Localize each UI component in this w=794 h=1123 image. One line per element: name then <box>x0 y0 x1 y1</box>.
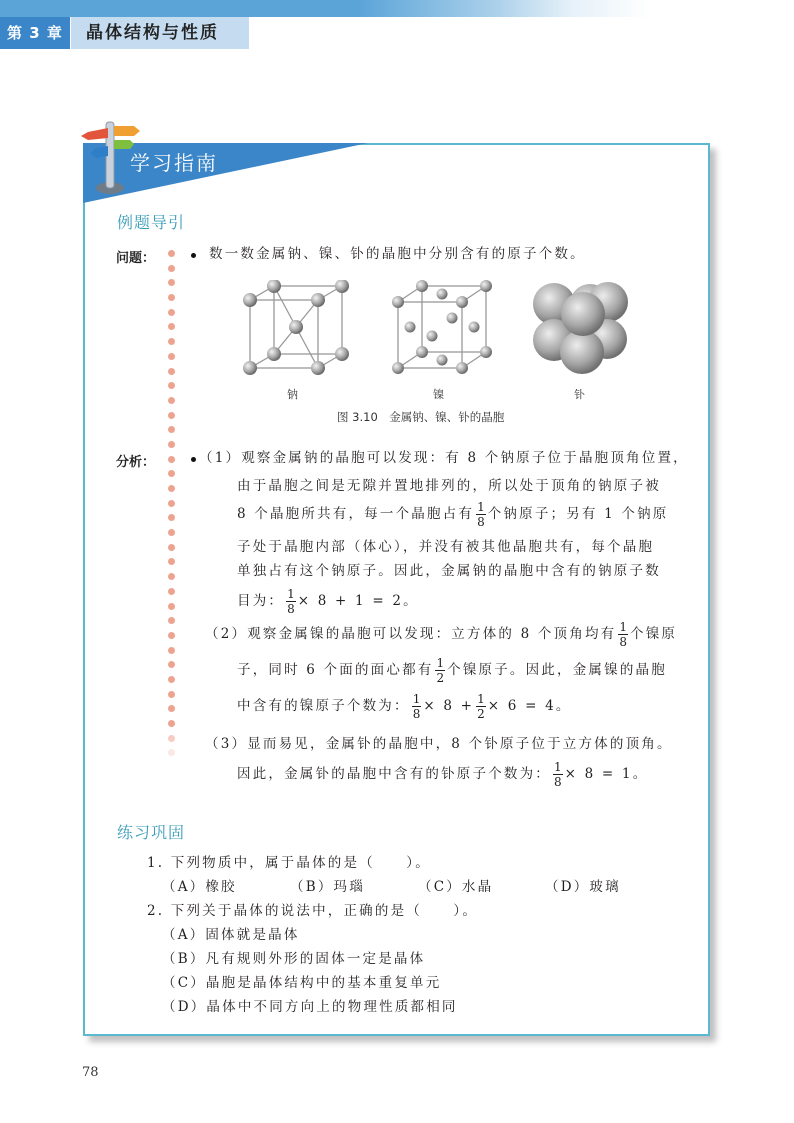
analysis-2-line-1: （2）观察金属镍的晶胞可以发现：立方体的 8 个顶角均有 $\frac{1}{8}$ 个镍原 <box>205 620 678 649</box>
fraction: $\frac{1}{2}$ <box>477 692 485 721</box>
fraction: $\frac{1}{8}$ <box>412 692 421 721</box>
page-number: 78 <box>82 1065 99 1080</box>
analysis-1-line-1: （1）观察金属钠的晶胞可以发现：有 8 个钠原子位于晶胞顶角位置， <box>199 450 689 466</box>
sodium-bcc-cell-figure <box>240 280 355 379</box>
q2-option-d: （D）晶体中不同方向上的物理性质都相同 <box>162 999 458 1015</box>
fraction: $\frac{1}{8}$ <box>477 500 485 529</box>
nickel-fcc-cell-figure <box>390 280 500 379</box>
analysis-3-line-1: （3）显而易见，金属钋的晶胞中，8 个钋原子位于立方体的顶角。 <box>205 736 673 752</box>
q1-option-b: （B）玛瑙 <box>290 879 365 895</box>
q2-option-a: （A）固体就是晶体 <box>162 927 300 943</box>
question-label: 问题： <box>116 251 156 266</box>
analysis-1-line-3: 8 个晶胞所共有，每一个晶胞占有 $\frac{1}{8}$ 个钠原子；另有 1 个钠原 <box>237 500 669 529</box>
bullet <box>191 457 196 462</box>
bullet <box>191 253 196 258</box>
chapter-title: 晶体结构与性质 <box>71 17 249 49</box>
header-gradient-bar <box>0 0 794 17</box>
figure-label-sodium: 钠 <box>287 388 298 401</box>
q1-option-c: （C）水晶 <box>418 879 494 895</box>
question-2-stem: 2. 下列关于晶体的说法中，正确的是（ ）。 <box>147 903 479 919</box>
fraction: $\frac{1}{8}$ <box>554 760 562 789</box>
q2-option-b: （B）凡有规则外形的固体一定是晶体 <box>162 951 426 967</box>
q2-option-c: （C）晶胞是晶体结构中的基本重复单元 <box>162 975 442 991</box>
analysis-1-line-4: 子处于晶胞内部（体心），并没有被其他晶胞共有，每个晶胞 <box>237 539 655 555</box>
analysis-1-line-6: 目为： $\frac{1}{8}$ × 8 + 1 = 2。 <box>237 587 419 616</box>
analysis-2-line-3: 中含有的镍原子个数为： $\frac{1}{8}$ × 8 + $\frac{1}{2}$ × 6 = 4。 <box>237 692 572 721</box>
q1-option-d: （D）玻璃 <box>545 879 621 895</box>
practice-section-title: 练习巩固 <box>117 823 186 842</box>
figure-label-polonium: 钋 <box>574 388 585 401</box>
analysis-1-line-5: 单独占有这个钠原子。因此，金属钠的晶胞中含有的钠原子数 <box>237 563 661 579</box>
question-1-stem: 1. 下列物质中，属于晶体的是（ ）。 <box>147 855 431 871</box>
fraction: $\frac{1}{8}$ <box>287 587 295 616</box>
dotted-divider <box>168 250 176 764</box>
analysis-label: 分析： <box>116 455 156 470</box>
figure-caption: 图 3.10 金属钠、镍、钋的晶胞 <box>337 410 505 424</box>
q1-option-a: （A）橡胶 <box>162 879 237 895</box>
analysis-2-line-2: 子，同时 6 个面的面心都有 $\frac{1}{2}$ 个镍原子。因此，金属镍的晶胞 <box>237 656 667 685</box>
question-text: 数一数金属钠、镍、钋的晶胞中分别含有的原子个数。 <box>209 246 586 262</box>
fraction: $\frac{1}{8}$ <box>619 620 628 649</box>
study-guide-title: 学习指南 <box>130 151 218 175</box>
analysis-1-line-2: 由于晶胞之间是无隙并置地排列的，所以处于顶角的钠原子被 <box>237 478 661 494</box>
example-section-title: 例题导引 <box>117 213 186 232</box>
chapter-label: 第 3 章 <box>0 17 70 49</box>
figure-label-nickel: 镍 <box>433 388 444 401</box>
polonium-sc-cell-figure <box>530 282 635 381</box>
fraction: $\frac{1}{2}$ <box>436 656 445 685</box>
analysis-3-line-2: 因此，金属钋的晶胞中含有的钋原子个数为： $\frac{1}{8}$ × 8 = 1。 <box>237 760 649 789</box>
